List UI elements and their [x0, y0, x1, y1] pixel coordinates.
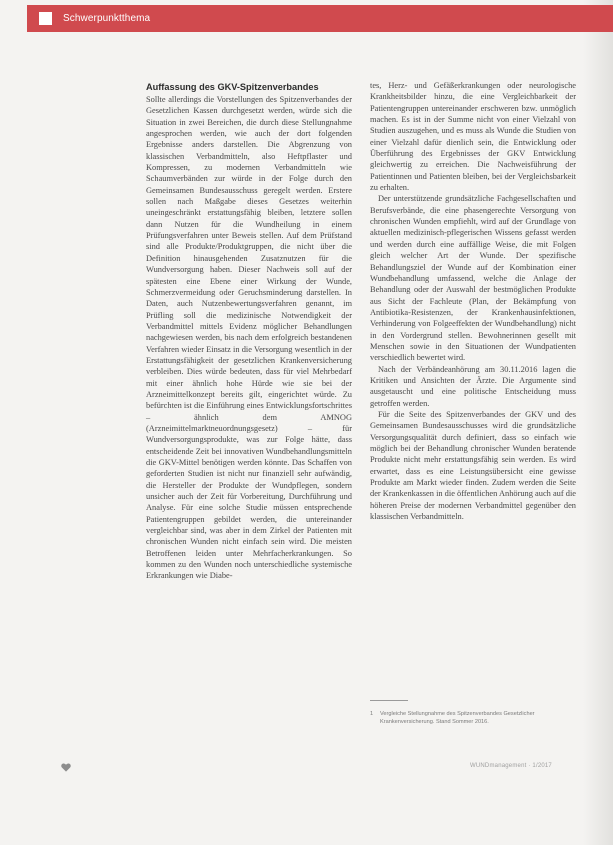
body-paragraph: tes, Herz- und Gefäßerkrankungen oder neurologische Krankheitsbilder hinzu, die eine Vergleichbarkeit der Patientengruppen untereinander erschweren bzw. unmöglich machen. Es ist in der Summe nicht von einer Vielzahl von Studien auszugehen, und es muss als Wunde die Studien von einer Vielzahl dafür dienlich sein, die Entwicklung oder Überführung des Ergebnisses der GKV Entwicklung gleichwertig zu erreichen. Die Nachweisführung der Patientinnen und Patienten bleiben, bei der Vergleichsbarkeit zu erhalten.: [370, 81, 576, 193]
right-text-column: [370, 80, 576, 522]
footnote-number: 1: [370, 711, 374, 717]
section-label: Schwerpunktthema: [63, 13, 151, 24]
body-paragraph: Sollte allerdings die Vorstellungen des Spitzenverbandes der Gesetzlichen Kassen durchgesetzt werden, würde sich die Situation in zwei Bereichen, die durch diese Stellungnahme angesprochen werden, wie auch der dort folgenden Ergebnisse anders darstellen. Die Abgrenzung von klassischen Verbandmitteln, also Heftpflaster und Kompressen, zu modernen Verbandmitteln wie Schaumverbänden zur würde in der Folge durch den Gemeinsamen Bundesausschuss geregelt werden. Erstere sollen nach Maßgabe dieses Gesetzes weiterhin uneingeschränkt erstattungsfähig bleiben, letztere sollen dann Nutzen für die Wundheilung in einem Prüfungsverfahren unter Beweis stellen. Auf dem Prüfstand sind alle Produkte/Produktgruppen, die nicht über die Definition hinausgehenden Zusatznutzen für die Wundversorgung haben. Dieser Nachweis soll auf der spätesten eine Ebene einer Wirkung der Wunde, Schmerzvermeidung oder Geruchsminderung darstellen. In Daten, auch Nutzenbewertungsverfahren genannt, im Prüfling soll die medizinische Notwendigkeit der Verbandmittel mittels Evidenz möglicher Behandlungen nachgewiesen werden, bis nach dem erfolgreich bestandenen Verfahren wieder Einsatz in die Versorgung wesentlich in der Erstattungsfähigkeit der gesetzlichen Krankenversicherung verbleiben. Dies würde bedeuten, dass für viel Mehrbedarf mit einer ähnlich hohe Hürde wie sie bei der Arzneimittelkonzept bereits gilt, eingerichtet würde. Zu befürchten ist die Einführung eines Entwicklungsfortschrittes – ähnlich dem AMNOG (Arzneimittelmarktneuordnungsgesetz) – für Wundversorgungsprodukte, was zur Folge hätte, dass entscheidende Zeit bei innovativen Wundbehandlungsmitteln die GKV-Mittel benötigen werden könnte. Das Schaffen von geforderten Studien ist nicht nur finanziell sehr aufwändig, die Hersteller der Produkte der Wundpflegen, sondern unsicher auch der Zeit für Vorbereitung, Durchführung und Analyse. Für eine solche Studie müssen entsprechende Patientengruppen gebildet werden, die untereinander vergleichbar sind, was aber in dem Zirkel der Patienten mit chronischen Wunden nicht einfach sein wird. Die meisten Betroffenen leiden unter Mehrfacherkrankungen. So kommen zu den Wunden noch unterschiedliche systemische Erkrankungen wie Diabe-: [146, 95, 352, 581]
footnote-divider: [370, 700, 408, 701]
footer-publication: WUNDmanagement · 1/2017: [470, 763, 552, 769]
page-edge-shadow: [583, 0, 613, 845]
heart-icon: [61, 763, 71, 772]
header-square-icon: [39, 12, 52, 25]
body-paragraph: Für die Seite des Spitzenverbandes der GKV und des Gemeinsamen Bundesausschusses wird die grundsätzliche Versorgungsqualität durch definiert, dass so einfach wie möglich bei der Behandlung chronischer Wunden beratende Produkte nicht mehr erstattungsfähig sein werden. Es wird erwartet, dass es eine Leistungsübersicht eine gewisse Produkte am Markt wieder finden. Zudem werden die Seite der Krankenkassen in die öffentlichen Anhörung auch auf die höheren Preise der modernen Verbandmittel gegenüber den klassischen Verbandmitteln.: [370, 409, 576, 522]
left-text-column: [146, 81, 352, 582]
footnote-text: Vergleiche Stellungnahme des Spitzenverbandes Gesetzlicher Krankenversicherung. Stand Sommer 2016.: [380, 711, 535, 725]
body-paragraph: Nach der Verbändeanhörung am 30.11.2016 lagen die Kritiken und Ansichten der Ärzte. Die Argumente sind ausgetauscht und eine politische Entscheidung muss getroffen werden.: [370, 364, 576, 408]
section-header: [27, 5, 613, 32]
footnote: [370, 711, 576, 726]
section-heading: Auffassung des GKV-Spitzenverbandes: [146, 82, 319, 92]
body-paragraph: Der unterstützende grundsätzliche Fachgesellschaften und Berufsverbände, die eine phasengerechte Versorgung von chronischen Wunden empfiehlt, wird auf der Grundlage von aktuellen medizinisch-pflegerischen Wissens gefasst werden und werden durch eine auffällige Weise, die mit Folgen gleich welcher Art der Wunde. Der spezifische Behandlungsziel der Wunde auf der Kombination einer Wundbehandlung umfassend, welche die Anlage der Behandlung oder der Auswahl der bestmöglichen Produkte aus Sicht der Fachleute (Plan, der Bekämpfung von Antibiotika-Resistenzen, der Krankenhausinfektionen, Verhinderung von Folgeeffekten der Wundbehandlung) nicht in den Vordergrund stellen. Bewohnerinnen gesellt mit Menschen sowie in den Situationen der Wundpatienten verschiedlich bewertet wird.: [370, 194, 576, 363]
